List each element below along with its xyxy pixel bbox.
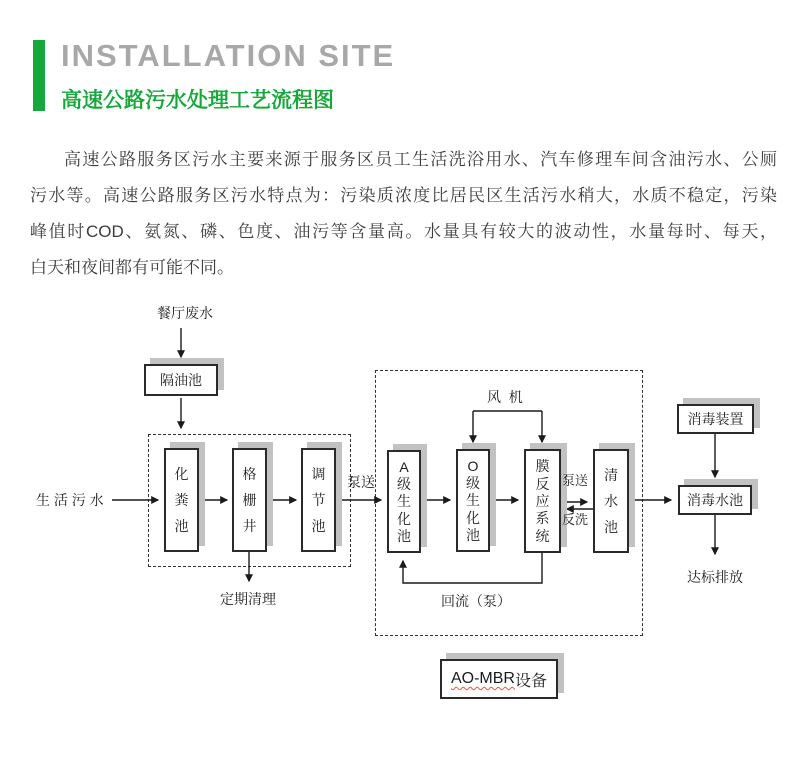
box-grid-well: 格 栅 井	[232, 448, 267, 552]
backwash-label: 反洗	[562, 512, 589, 527]
intro-line: 峰值时COD、氨氮、磷、色度、油污等含量高。水量具有较大的波动性，水量每时、每天，	[30, 222, 777, 241]
domestic-sewage-label: 生 活 污 水	[36, 492, 104, 508]
box-septic-tank: 化 粪 池	[164, 448, 199, 552]
box-a-bio-tank: A 级 生 化 池	[387, 450, 421, 553]
intro-paragraph	[30, 142, 777, 286]
intro-line: 污水等。高速公路服务区污水特点为：污染质浓度比居民区生活污水稍大，水质不稳定，污染	[30, 186, 777, 205]
box-regulating-tank: 调 节 池	[301, 448, 336, 552]
box-ao-mbr-equipment	[440, 659, 558, 699]
intro-line: 高速公路服务区污水主要来源于服务区员工生活洗浴用水、汽车修理车间含油污水、公厕	[64, 150, 777, 169]
box-grease-trap: 隔油池	[144, 364, 218, 396]
page-title-zh: 高速公路污水处理工艺流程图	[61, 89, 334, 112]
equipment-label: 设备	[514, 672, 547, 690]
header-accent-bar	[33, 40, 45, 111]
pumping-label-1: 泵送	[347, 474, 375, 490]
reflux-pump-label: 回流（泵）	[441, 593, 511, 609]
box-disinfection-tank: 消毒水池	[678, 485, 752, 515]
page-title-en: INSTALLATION SITE	[61, 38, 396, 73]
restaurant-wastewater-label: 餐厅废水	[157, 305, 213, 321]
ao-mbr-label: AO-MBR	[450, 670, 515, 687]
box-clear-water-tank: 清 水 池	[593, 449, 629, 553]
box-disinfection-device: 消毒装置	[677, 404, 754, 434]
pumping-label-2: 泵送	[562, 473, 589, 488]
box-o-bio-tank: O 级 生 化 池	[456, 449, 490, 552]
discharge-label: 达标排放	[687, 569, 743, 585]
periodic-cleaning-label: 定期清理	[220, 591, 276, 607]
fan-label: 风 机	[487, 389, 523, 405]
box-membrane-system: 膜 反 应 系 统	[524, 449, 561, 553]
intro-line: 白天和夜间都有可能不同。	[30, 258, 234, 277]
